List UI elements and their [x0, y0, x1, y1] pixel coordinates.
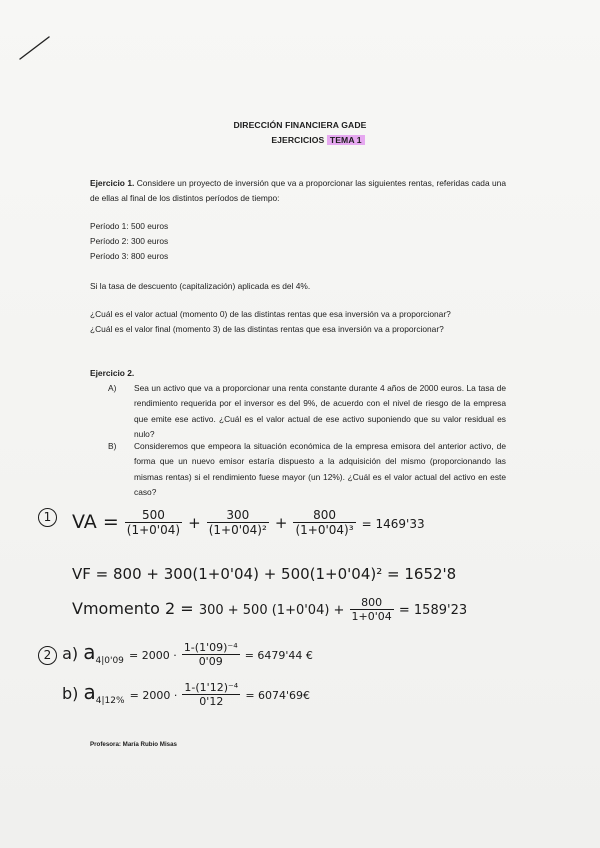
- item-a-mark: A): [108, 383, 117, 393]
- part-b-label: b): [62, 684, 79, 703]
- vm-frac-num: 800: [350, 596, 394, 610]
- va-label: VA =: [72, 511, 119, 533]
- annuity-fraction-b: [182, 681, 240, 708]
- circled-number-2: 2: [38, 646, 57, 665]
- exercise2-item-a: [108, 381, 506, 443]
- annuity-num-b: 1-(1'12)⁻⁴: [184, 681, 239, 694]
- pen-stroke-mark: [18, 34, 52, 62]
- va-result: = 1469'33: [361, 517, 425, 531]
- vm-label: Vmomento 2 =: [72, 599, 194, 618]
- annuity-sub-a: 4|0'09: [95, 656, 124, 667]
- item-a-text: Sea un activo que va a proporcionar una renta constante durante 4 años de 2000 euros. La tasa de rendimiento requerida por el inversor es del 9%, de acuerdo con el nivel de riesgo de la empresa que emite ese activo. ¿Cuál es el valor actual de ese activo suponiendo que su valor residual es nulo?: [134, 383, 506, 440]
- period-line-3: Período 3: 800 euros: [90, 251, 169, 261]
- document-title: DIRECCIÓN FINANCIERA GADE: [233, 120, 367, 130]
- annuity-fraction-a: [182, 641, 240, 668]
- annuity-den-b: 0'12: [199, 695, 224, 708]
- rate-line: Si la tasa de descuento (capitalización) aplicada es del 4%.: [90, 281, 311, 291]
- va-num-1: 500: [125, 508, 182, 523]
- va-den-2: (1+0'04)²: [208, 523, 267, 537]
- annuity-eq-b: = 2000 ·: [129, 689, 178, 702]
- professor-footer: Profesora: María Rubio Misas: [90, 741, 177, 748]
- exercise1-label: Ejercicio 1.: [90, 178, 135, 188]
- annuity-symbol-b: a: [83, 680, 96, 704]
- item-b-text: Consideremos que empeora la situación económica de la empresa emisora del anterior activo, de forma que un nuevo emisor estaría dispuesto a la adquisición del mismo (proporcionando las mismas rentas) si el rendimiento fuese mayor (un 12%). ¿Cuál es el valor actual del activo en este caso?: [134, 441, 506, 498]
- question-2: ¿Cuál es el valor final (momento 3) de las distintas rentas que esa inversión va a proporcionar?: [90, 324, 444, 334]
- circled-number-1: 1: [38, 508, 57, 527]
- exercise2-item-b: [108, 439, 506, 501]
- item-b-mark: B): [108, 441, 117, 451]
- solution-1-marker: [38, 506, 57, 527]
- va-den-3: (1+0'04)³: [295, 523, 354, 537]
- va-num-3: 800: [293, 508, 355, 523]
- vm-frac-den: 1+0'04: [351, 610, 392, 623]
- annuity-den-a: 0'09: [198, 655, 223, 668]
- exercise1-intro-text: Considere un proyecto de inversión que va a proporcionar las siguientes rentas, referidas cada una de ellas al final de los distintos períodos de tiempo:: [90, 178, 506, 203]
- document-subtitle: [18, 135, 600, 145]
- period-line-2: Período 2: 300 euros: [90, 236, 169, 246]
- question-1: ¿Cuál es el valor actual (momento 0) de las distintas rentas que esa inversión va a proporcionar?: [90, 309, 451, 319]
- annuity-num-a: 1-(1'09)⁻⁴: [183, 641, 238, 654]
- annuity-sub-b: 4|12%: [95, 696, 125, 707]
- annuity-symbol-a: a: [83, 640, 96, 664]
- exercise2-label: Ejercicio 2.: [90, 368, 135, 378]
- va-num-2: 300: [207, 508, 269, 523]
- vm-expression: 300 + 500 (1+0'04) +: [198, 603, 345, 618]
- vm-fraction: [350, 596, 394, 623]
- annuity-eq-a: = 2000 ·: [129, 649, 177, 662]
- vm-result: = 1589'23: [398, 603, 468, 618]
- annuity-result-b: = 6074'69€: [245, 689, 311, 702]
- exercise1-intro: [90, 176, 506, 205]
- annuity-result-a: = 6479'44 €: [244, 649, 313, 662]
- solution-2a-equation: [38, 640, 313, 668]
- va-den-1: (1+0'04): [126, 523, 181, 537]
- solution-2b-equation: [62, 680, 310, 708]
- va-fraction-2: [207, 508, 269, 537]
- subtitle-highlight: TEMA 1: [327, 135, 365, 145]
- part-a-label: a): [62, 644, 79, 663]
- period-line-1: Período 1: 500 euros: [90, 221, 169, 231]
- va-fraction-1: [125, 508, 182, 537]
- vf-equation: VF = 800 + 300(1+0'04) + 500(1+0'04)² = 1652'8: [72, 565, 457, 583]
- va-fraction-3: [293, 508, 355, 537]
- vmomento-equation: [72, 596, 467, 623]
- subtitle-prefix: EJERCICIOS: [271, 135, 325, 145]
- va-equation: VA = $\frac{500}{(1+0'04)}$ + $\frac{300}{\text{(1+0'04)²}}$ + $\frac{800}{\text{(1+0'04)³}}$ = 1469'33: [72, 508, 425, 537]
